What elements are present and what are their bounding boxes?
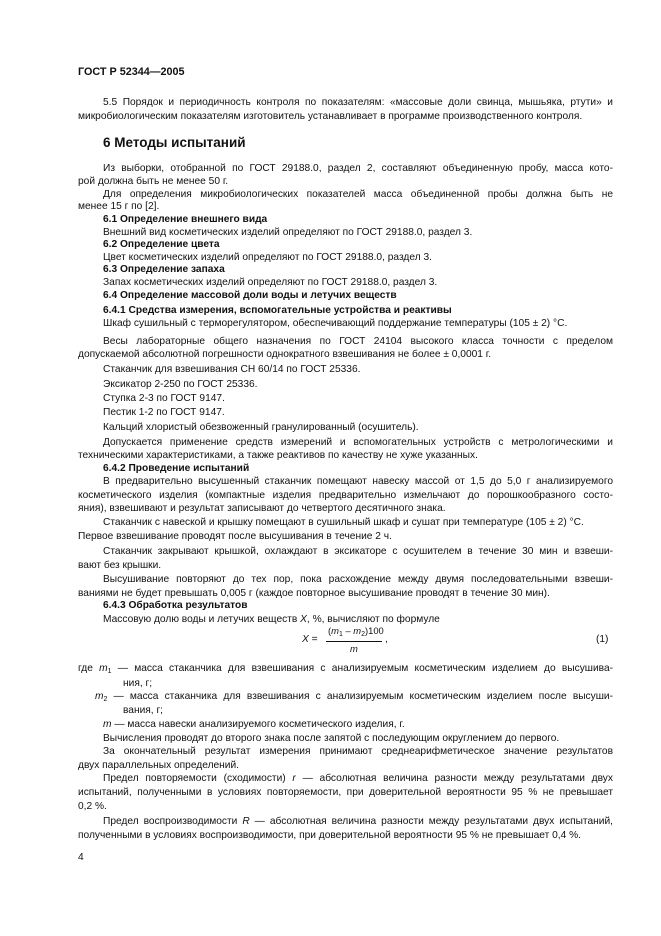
text-run: — масса стаканчика для взвешивания с анализируемым косметическим изделием после высуши- [107,691,613,702]
variable-m1: m [99,663,108,674]
variable-r: r [292,773,296,784]
paragraph-line: испытаний, полученными в условиях повторяемости, при доверительной вероятности 95 % не превышает [78,787,613,798]
definition-line: вания, г; [123,705,164,716]
paragraph-line: Высушивание повторяют до тех пор, пока расхождение между двумя последовательными взвеши- [103,574,613,585]
subsection-heading: 6.4.3 Обработка результатов [103,600,248,611]
paragraph-line: Стаканчик с навеской и крышку помещают в сушильный шкаф и сушат при температуре (105 ± 2) °С. [103,517,584,528]
text-run: где [78,663,100,674]
paragraph-line: Эксикатор 2-250 по ГОСТ 25336. [103,379,258,390]
variable-R: R [242,816,250,827]
variable-m2: m [353,625,362,636]
paragraph-line: В предварительно высушенный стаканчик помещают навеску массой от 1,5 до 5,0 г анализируемого [103,476,613,487]
definition-line: ния, г; [123,678,153,689]
paragraph-line: За окончательный результат измерения принимают среднеарифметическое значение результатов [103,746,613,757]
text-run: )100 [365,625,384,636]
paragraph-line: Кальций хлористый обезвоженный гранулированный (осушитель). [103,422,419,433]
paragraph-line: Стаканчик для взвешивания СН 60/14 по ГОСТ 25336. [103,364,361,375]
subsection-heading: 6.4.2 Проведение испытаний [103,463,250,474]
subsection-heading: 6.2 Определение цвета [103,239,220,250]
paragraph-line: вают без крышки. [78,560,162,571]
paragraph-line: Ступка 2-3 по ГОСТ 9147. [103,393,225,404]
paragraph-line: полученными в условиях воспроизводимости, при доверительной вероятности 95 % не превышает 0,4 %. [78,830,582,841]
text-run: — абсолютная величина разности между результатами двух испытаний, [249,816,613,827]
text-run: Предел воспроизводимости [103,816,243,827]
standard-header: ГОСТ Р 52344—2005 [78,66,185,78]
paragraph-line: микробиологическим показателям изготовитель устанавливает в программе производственного контроля. [78,111,583,122]
variable-x: X [302,634,309,645]
paragraph-line: Пестик 1-2 по ГОСТ 9147. [103,407,225,418]
paragraph-line: Вычисления проводят до второго знака после запятой с последующим округлением до первого. [103,733,560,744]
paragraph-line: Допускается применение средств измерений и вспомогательных устройств с метрологическими и [103,437,613,448]
paragraph-line: менее 15 г по [2]. [78,201,160,212]
subscript: 2 [361,631,365,638]
formula-comma: , [385,634,388,645]
section-title: 6 Методы испытаний [103,135,246,150]
paragraph-line: Стаканчик закрывают крышкой, охлаждают в эксикаторе с осушителем в течение 30 мин и взвеши- [103,546,613,557]
fraction-numerator [328,624,384,638]
subscript: 1 [107,668,112,675]
text-run: ( [328,625,332,636]
paragraph-line: техническими характеристиками, а также реактивов по качеству не хуже указанных. [78,450,478,461]
paragraph-line: 0,2 %. [78,801,107,812]
subsection-heading: 6.4.1 Средства измерения, вспомогательные устройства и реактивы [103,305,452,316]
subscript: 2 [103,696,108,703]
paragraph-line: косметического изделия (компактные изделия предварительно измельчают до порошкообразного состо- [78,490,613,501]
paragraph-line: Весы лабораторные общего назначения по ГОСТ 24104 высокого класса точности с пределом [103,336,613,347]
equation-number: (1) [596,634,609,645]
minus-sign: – [342,625,354,636]
subscript: 1 [338,631,343,638]
variable-m: m [103,719,112,730]
variable-m2: m [95,691,104,702]
paragraph-line: допускаемой абсолютной погрешности однократного взвешивания не более ± 0,0001 г. [78,349,492,360]
fraction-denominator: m [350,643,358,654]
subsection-heading: 6.1 Определение внешнего вида [103,214,268,225]
definition-line [103,718,405,732]
subsection-heading: 6.3 Определение запаха [103,264,225,275]
text-run: — абсолютная величина разности между результатами двух [295,773,613,784]
paragraph-line: Шкаф сушильный с терморегулятором, обеспечивающий поддержание температуры (105 ± 2) °С. [103,318,568,329]
definition-line [78,662,613,676]
text-run: Массовую долю воды и летучих веществ [103,614,301,625]
paragraph-line [103,772,613,786]
definition-line [95,690,613,704]
paragraph-line: Запах косметических изделий определяют по ГОСТ 29188.0, раздел 3. [103,277,438,288]
text-run: — масса навески анализируемого косметического изделия, г. [111,719,405,730]
paragraph-line: двух параллельных определений. [78,760,240,771]
equals-sign: = [311,634,318,645]
paragraph-line: ваниями не будет превышать 0,005 г (каждое повторное высушивание проводят в течение 30 мин). [78,588,550,599]
paragraph-line: Первое взвешивание проводят после высушивания в течение 2 ч. [78,531,392,542]
paragraph-line: Из выборки, отобранной по ГОСТ 29188.0, раздел 2, составляют объединенную пробу, масса кото- [103,163,613,174]
paragraph-line [103,815,613,829]
formula-lhs [302,633,318,647]
paragraph-line: яния), взвешивают и результат записывают до четвертого десятичного знака. [78,503,446,514]
variable-x: X [300,614,307,625]
text-run: — масса стаканчика для взвешивания с анализируемым косметическим изделием до высушива- [111,663,614,674]
page-number: 4 [78,852,84,863]
paragraph-line: Для определения микробиологических показателей масса объединенной пробы должна быть не [103,189,613,200]
paragraph-line: Цвет косметических изделий определяют по ГОСТ 29188.0, раздел 3. [103,252,432,263]
text-run: Предел повторяемости (сходимости) [103,773,293,784]
subsection-heading: 6.4 Определение массовой доли воды и летучих веществ [103,290,397,301]
text-run: , %, вычисляют по формуле [306,614,440,625]
paragraph-line: Внешний вид косметических изделий определяют по ГОСТ 29188.0, раздел 3. [103,227,473,238]
paragraph-line: 5.5 Порядок и периодичность контроля по показателям: «массовые доли свинца, мышьяка, ртути» и [103,97,613,108]
variable-m1: m [331,625,339,636]
paragraph-line: рой должна быть не менее 50 г. [78,176,229,187]
